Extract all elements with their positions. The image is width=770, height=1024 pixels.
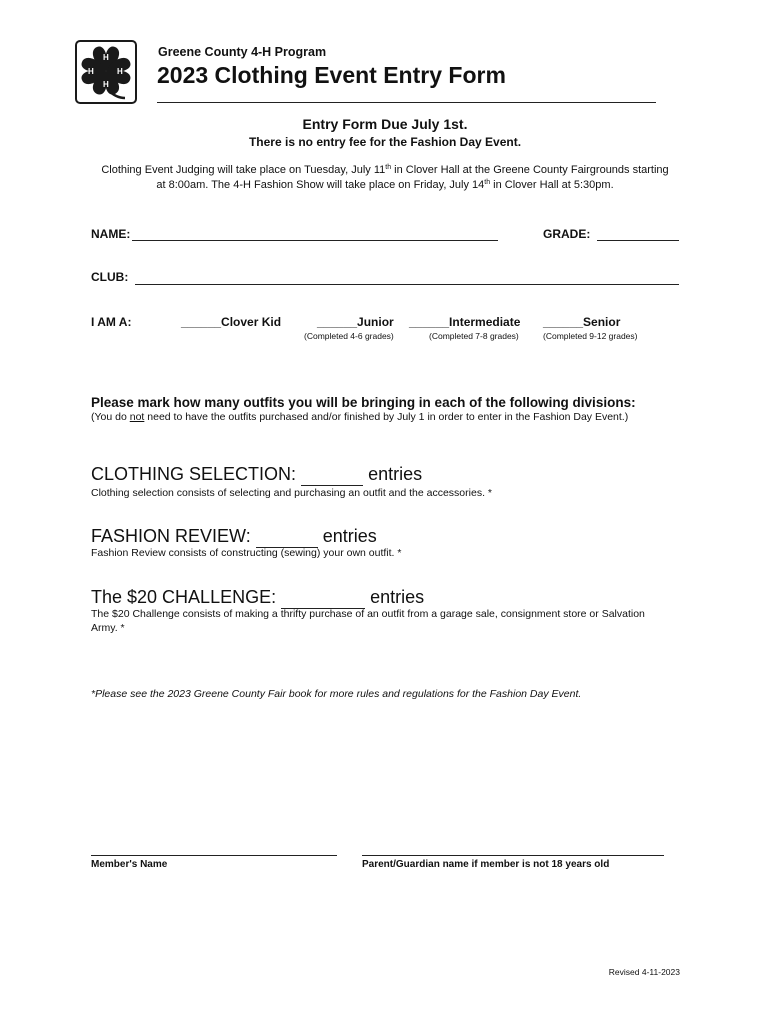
no-fee-notice: There is no entry fee for the Fashion Day Event.	[248, 135, 522, 149]
due-date-notice: Entry Form Due July 1st.	[302, 116, 468, 132]
org-name: Greene County 4-H Program	[158, 45, 327, 59]
intermediate-grade-note: (Completed 7-8 grades)	[429, 331, 519, 341]
twenty-challenge-description: The $20 Challenge consists of making a thrifty purchase of an outfit from a garage sale, consignment store or Salvation Army. *	[91, 608, 645, 634]
fashion-review-description: Fashion Review consists of constructing (sewing) your own outfit. *	[91, 547, 402, 559]
fashion-review-heading: FASHION REVIEW: entries	[91, 526, 377, 546]
twenty-challenge-entries-field[interactable]	[281, 587, 365, 609]
clothing-selection-heading: CLOTHING SELECTION: entries	[91, 464, 423, 484]
senior-grade-note: (Completed 9-12 grades)	[543, 331, 638, 341]
event-info-line-1: Clothing Event Judging will take place on Tuesday, July 11th in Clover Hall at the Greene County Fairgrounds starting	[101, 164, 669, 176]
svg-text:H: H	[103, 80, 109, 89]
level-intermediate[interactable]: ______Intermediate	[409, 315, 521, 329]
name-label: NAME:	[91, 227, 131, 241]
name-field[interactable]	[132, 240, 498, 241]
fair-book-footnote: *Please see the 2023 Greene County Fair book for more rules and regulations for the Fashion Day Event.	[91, 688, 582, 700]
level-senior[interactable]: ______Senior	[543, 315, 621, 329]
club-label: CLUB:	[91, 270, 129, 284]
clothing-selection-entries-field[interactable]	[301, 464, 363, 486]
grade-label: GRADE:	[543, 227, 591, 241]
club-field[interactable]	[135, 284, 679, 285]
parent-name-label: Parent/Guardian name if member is not 18 years old	[362, 859, 610, 870]
svg-text:H: H	[117, 67, 123, 76]
page-title: 2023 Clothing Event Entry Form	[157, 62, 506, 88]
twenty-challenge-heading: The $20 CHALLENGE: entries	[91, 587, 425, 607]
revision-date: Revised 4-11-2023	[608, 967, 680, 977]
member-name-label: Member's Name	[91, 859, 168, 870]
divisions-note: (You do not need to have the outfits purchased and/or finished by July 1 in order to enter in the Fashion Day Event.)	[91, 411, 629, 423]
title-divider	[157, 102, 656, 103]
junior-grade-note: (Completed 4-6 grades)	[304, 331, 394, 341]
level-clover-kid[interactable]: ______Clover Kid	[181, 315, 282, 329]
divisions-heading: Please mark how many outfits you will be bringing in each of the following divisions:	[91, 395, 636, 410]
clothing-selection-description: Clothing selection consists of selecting and purchasing an outfit and the accessories. *	[91, 487, 492, 499]
level-junior[interactable]: ______Junior	[317, 315, 394, 329]
grade-field[interactable]	[597, 240, 679, 241]
event-info	[0, 163, 770, 193]
fashion-review-entries-field[interactable]	[256, 526, 318, 548]
svg-text:H: H	[88, 67, 94, 76]
member-name-line[interactable]	[91, 855, 337, 856]
level-label: I AM A:	[91, 315, 132, 329]
svg-text:H: H	[103, 53, 109, 62]
parent-name-line[interactable]	[362, 855, 664, 856]
4h-clover-logo	[75, 40, 137, 104]
event-info-line-2: at 8:00am. The 4-H Fashion Show will take place on Friday, July 14th in Clover Hall at 5:30pm.	[156, 179, 614, 191]
